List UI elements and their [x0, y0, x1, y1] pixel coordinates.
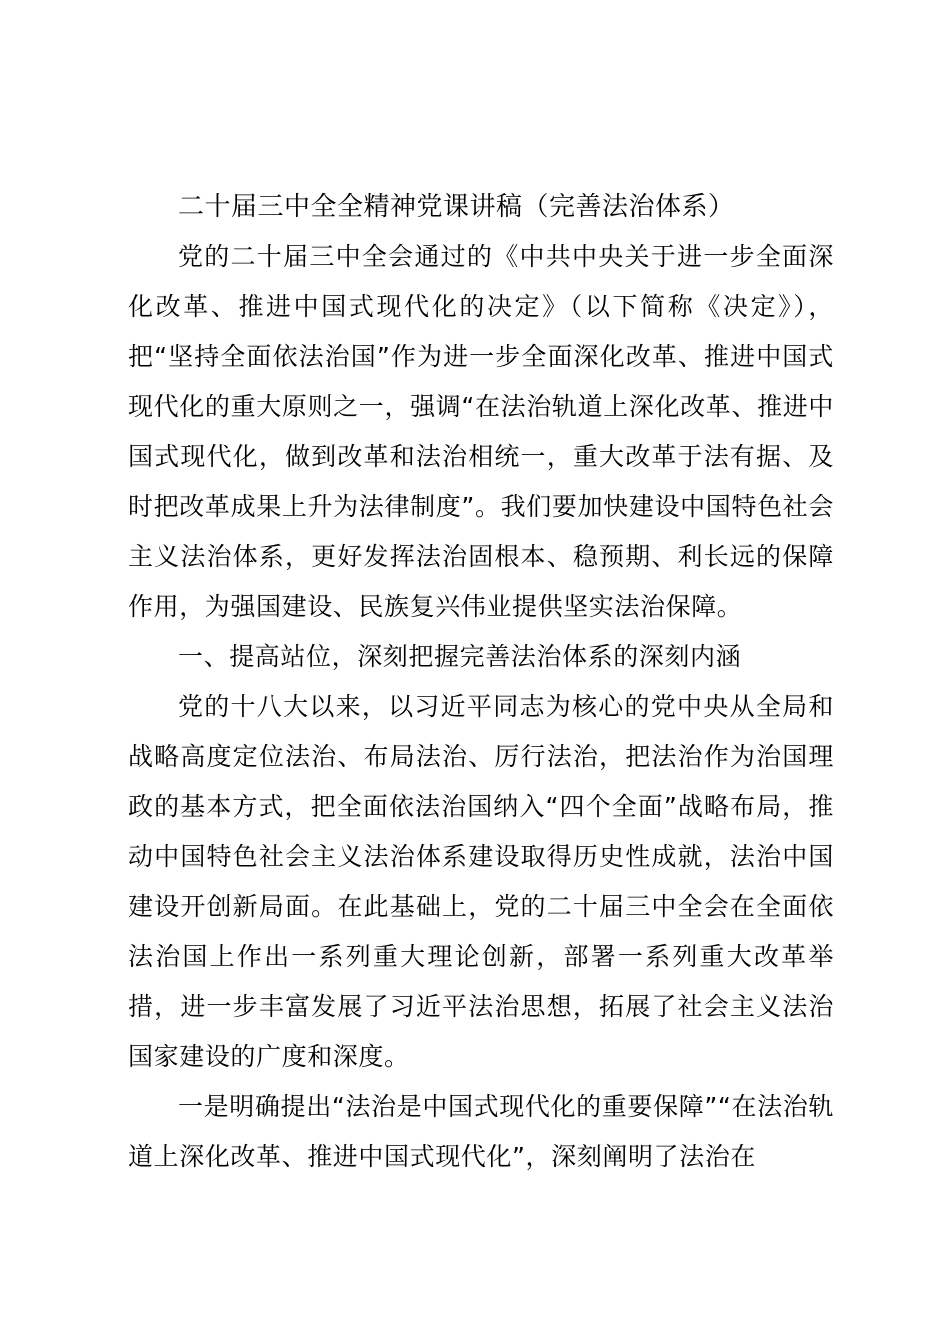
document-title: 二十届三中全全精神党课讲稿（完善法治体系）: [178, 192, 735, 222]
section-heading-1: 一、提高站位，深刻把握完善法治体系的深刻内涵: [178, 642, 742, 671]
document-page: [128, 182, 834, 1182]
paragraph-intro: 党的二十届三中全会通过的《中共中央关于进一步全面深化改革、推进中国式现代化的决定》（以下简称《决定》），把“坚持全面依法治国”作为进一步全面深化改革、推进中国式现代化的重大原则之一，强调“在法治轨道上深化改革、推进中国式现代化，做到改革和法治相统一，重大改革于法有据、及时把改革成果上升为法律制度”。我们要加快建设中国特色社会主义法治体系，更好发挥法治固根本、稳预期、利长远的保障作用，为强国建设、民族复兴伟业提供坚实法治保障。: [128, 242, 834, 621]
paragraph-section-1: 党的十八大以来，以习近平同志为核心的党中央从全局和战略高度定位法治、布局法治、厉行法治，把法治作为治国理政的基本方式，把全面依法治国纳入“四个全面”战略布局，推动中国特色社会主义法治体系建设取得历史性成就，法治中国建设开创新局面。在此基础上，党的二十届三中全会在全面依法治国上作出一系列重大理论创新，部署一系列重大改革举措，进一步丰富发展了习近平法治思想，拓展了社会主义法治国家建设的广度和深度。: [128, 692, 834, 1071]
paragraph-point-1: 一是明确提出“法治是中国式现代化的重要保障”“在法治轨道上深化改革、推进中国式现代化”，深刻阐明了法治在: [128, 1092, 834, 1171]
